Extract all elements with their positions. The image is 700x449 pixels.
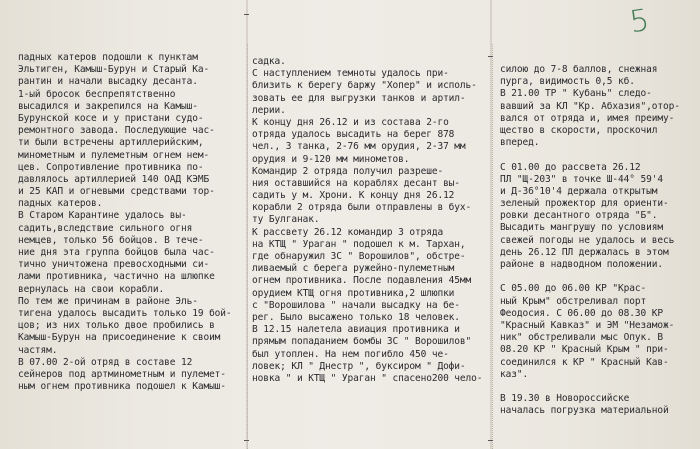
text-line: В 12.15 налетела авиация противника и — [252, 324, 460, 336]
text-line: цов; из них только двое пробились в — [18, 320, 215, 332]
text-line: ния оставшийся на кораблях десант вы- — [252, 177, 460, 189]
text-line: пурга, видимость 0,5 кб. — [500, 76, 635, 88]
text-line: отряда удалось высадить на берег 878 — [252, 129, 455, 141]
text-line: С 01.00 до рассвета 26.12 — [500, 161, 641, 173]
text-line: тично уничтожена превосходными си- — [18, 259, 210, 271]
column-divider — [492, 44, 494, 449]
text-line: орудия и 9-120 мм минометов. — [252, 153, 410, 165]
text-line: высадился и закрепился на Камыш- — [18, 100, 198, 112]
text-line: давлялось артиллерией 140 ОАД КЭМБ — [18, 173, 210, 185]
text-line — [500, 271, 698, 283]
text-line — [500, 149, 698, 161]
text-line: рантин и начали высадку десанта. — [18, 76, 198, 88]
text-line: соединился к КР " Красный Кав- — [500, 356, 669, 368]
text-line: садка. — [252, 56, 286, 67]
text-line: 08.20 КР " Красный Крым " при- — [500, 344, 669, 356]
text-line: ным огнем противника подошел к Камыш- — [18, 381, 226, 393]
text-line: силою до 7-8 баллов, снежная — [500, 64, 658, 75]
text-line: тигена удалось высадить только 19 бой- — [18, 307, 232, 319]
text-line: падных катеров подошли к пунктам — [18, 52, 198, 63]
text-line: В Старом Карантине удалось вы- — [18, 210, 187, 222]
text-line: каз". — [500, 368, 529, 380]
text-line: С 05.00 до 06.00 КР "Крас- — [500, 283, 647, 295]
text-line: рег. Было высажено только 18 человек. — [252, 311, 460, 323]
text-line: ние дня эта группа бойцов была час- — [18, 247, 215, 258]
text-column-1 — [18, 52, 243, 449]
margin-mark — [244, 14, 249, 15]
text-column-2 — [252, 56, 484, 449]
text-line: Командир 2 отряда получил разреше- — [252, 165, 444, 177]
text-line: ти были встречены артиллерийским, — [18, 137, 204, 149]
text-line: огнем противника. После подавления 45мм — [252, 275, 472, 287]
text-line: немцев, только 56 бойцов. В тече- — [18, 234, 204, 246]
text-line: вперед. — [500, 137, 540, 149]
text-line: садить,вследствие сильного огня — [18, 222, 193, 234]
text-line: новка " и КТЩ " Ураган " спасено200 чело- — [252, 372, 483, 384]
text-line: К концу дня 26.12 и из состава 2-го — [252, 116, 449, 128]
text-line: прямым попаданием бомбы ЗС " Ворошилов" — [252, 336, 472, 348]
text-line: цев. Сопротивление противника по- — [18, 161, 204, 173]
text-line: Бурунской косе и у пристани судо- — [18, 112, 204, 124]
text-line: вался от отряда и, имея преиму- — [500, 112, 675, 124]
text-line: и Д-36°10'4 держала открытым — [500, 185, 658, 197]
text-line: лами противника, частично на шлюпке — [18, 271, 215, 283]
page-number: 5 — [627, 2, 652, 41]
text-line: вавший за КЛ "Кр. Абхазия",отор- — [500, 100, 680, 112]
text-line: ник" обстреливали мыс Опук. В — [500, 332, 663, 344]
text-line: где обнаружил ЗС " Ворошилов", обстре- — [252, 251, 466, 262]
text-line: ровки десантного отряда "Б". — [500, 210, 658, 222]
text-line: с "Ворошилова " начали высадку на бе- — [252, 299, 460, 311]
text-column-3 — [500, 64, 698, 449]
text-line: падных катеров. — [18, 198, 103, 210]
text-line: близить к берегу баржу "Хопер" и исполь- — [252, 80, 477, 92]
text-line: день 26.12 ПЛ держалась в этом — [500, 246, 669, 258]
text-line — [500, 381, 698, 393]
text-line: С наступлением темноты удалось при- — [252, 68, 449, 80]
text-line: ремонтного завода. Последующие час- — [18, 125, 215, 137]
text-line: началась погрузка материальной — [500, 405, 669, 417]
text-line: на КТЩ " Ураган " подошел к м. Тархан, — [252, 238, 466, 250]
text-line: ловек; КЛ " Днестр ", буксиром " Дофи- — [252, 360, 466, 372]
margin-mark — [244, 440, 249, 441]
text-line: и 25 КАП и огневыми средствами тор- — [18, 186, 215, 198]
text-line: Высадить мангрушу по условиям — [500, 222, 663, 234]
text-line: В 21.00 ТР " Кубань" следо- — [500, 88, 652, 100]
text-line: садить у м. Хрони. К концу дня 26.12 — [252, 190, 455, 202]
text-line: корабли 2 отряда были отправлены в бух- — [252, 202, 472, 214]
text-line: щество в скорости, проскочил — [500, 124, 658, 136]
text-line: К рассвету 26.12 командир 3 отряда — [252, 226, 444, 238]
text-line: вернулась на свои корабли. — [18, 283, 165, 295]
margin-mark — [488, 440, 493, 441]
text-line: Феодосия. С 06.00 до 08.30 КР — [500, 307, 663, 319]
text-line: ный Крым" обстреливал порт — [500, 295, 647, 307]
text-line: Эльтиген, Камыш-Бурун и Старый Ка- — [18, 64, 210, 76]
text-line: По тем же причинам в районе Эль- — [18, 295, 198, 307]
text-line: В 07.00 2-ой отряд в составе 12 — [18, 356, 193, 368]
text-line: В 19.30 в Новороссийске — [500, 393, 630, 405]
margin-mark — [488, 56, 493, 57]
text-line: ту Булганак. — [252, 214, 320, 226]
text-line: ливаемый с берега ружейно-пулеметным — [252, 263, 455, 275]
text-line: сейнеров под артминометным и пулемет- — [18, 368, 226, 380]
column-divider — [247, 44, 249, 449]
text-line: зовать ее для выгрузки танков и артил- — [252, 92, 466, 104]
text-line: орудием КТЩ огня противника,2 шлюпки — [252, 287, 455, 299]
text-line: 1-ый бросок беспрепятственно — [18, 88, 176, 100]
text-line: зеленый прожектор для ориенти- — [500, 198, 669, 210]
text-line: ПЛ "Щ-203" в точке Ш-44° 59'4 — [500, 173, 663, 185]
text-line: свежей погоды не удалось и весь — [500, 234, 675, 246]
text-line: частям. — [18, 344, 58, 356]
text-line: чел., 3 танка, 2-76 мм орудия, 2-37 мм — [252, 141, 466, 153]
text-line: лерии. — [252, 104, 286, 116]
text-line: Камыш-Бурун на присоединение к своим — [18, 332, 221, 344]
text-line: был утоплен. На нем погибло 450 че- — [252, 348, 449, 360]
text-line: минометным и пулеметным огнем нем- — [18, 149, 210, 161]
text-line: районе в надводном положении. — [500, 259, 663, 270]
text-line: "Красный Кавказ" и ЭМ "Незамож- — [500, 319, 675, 331]
